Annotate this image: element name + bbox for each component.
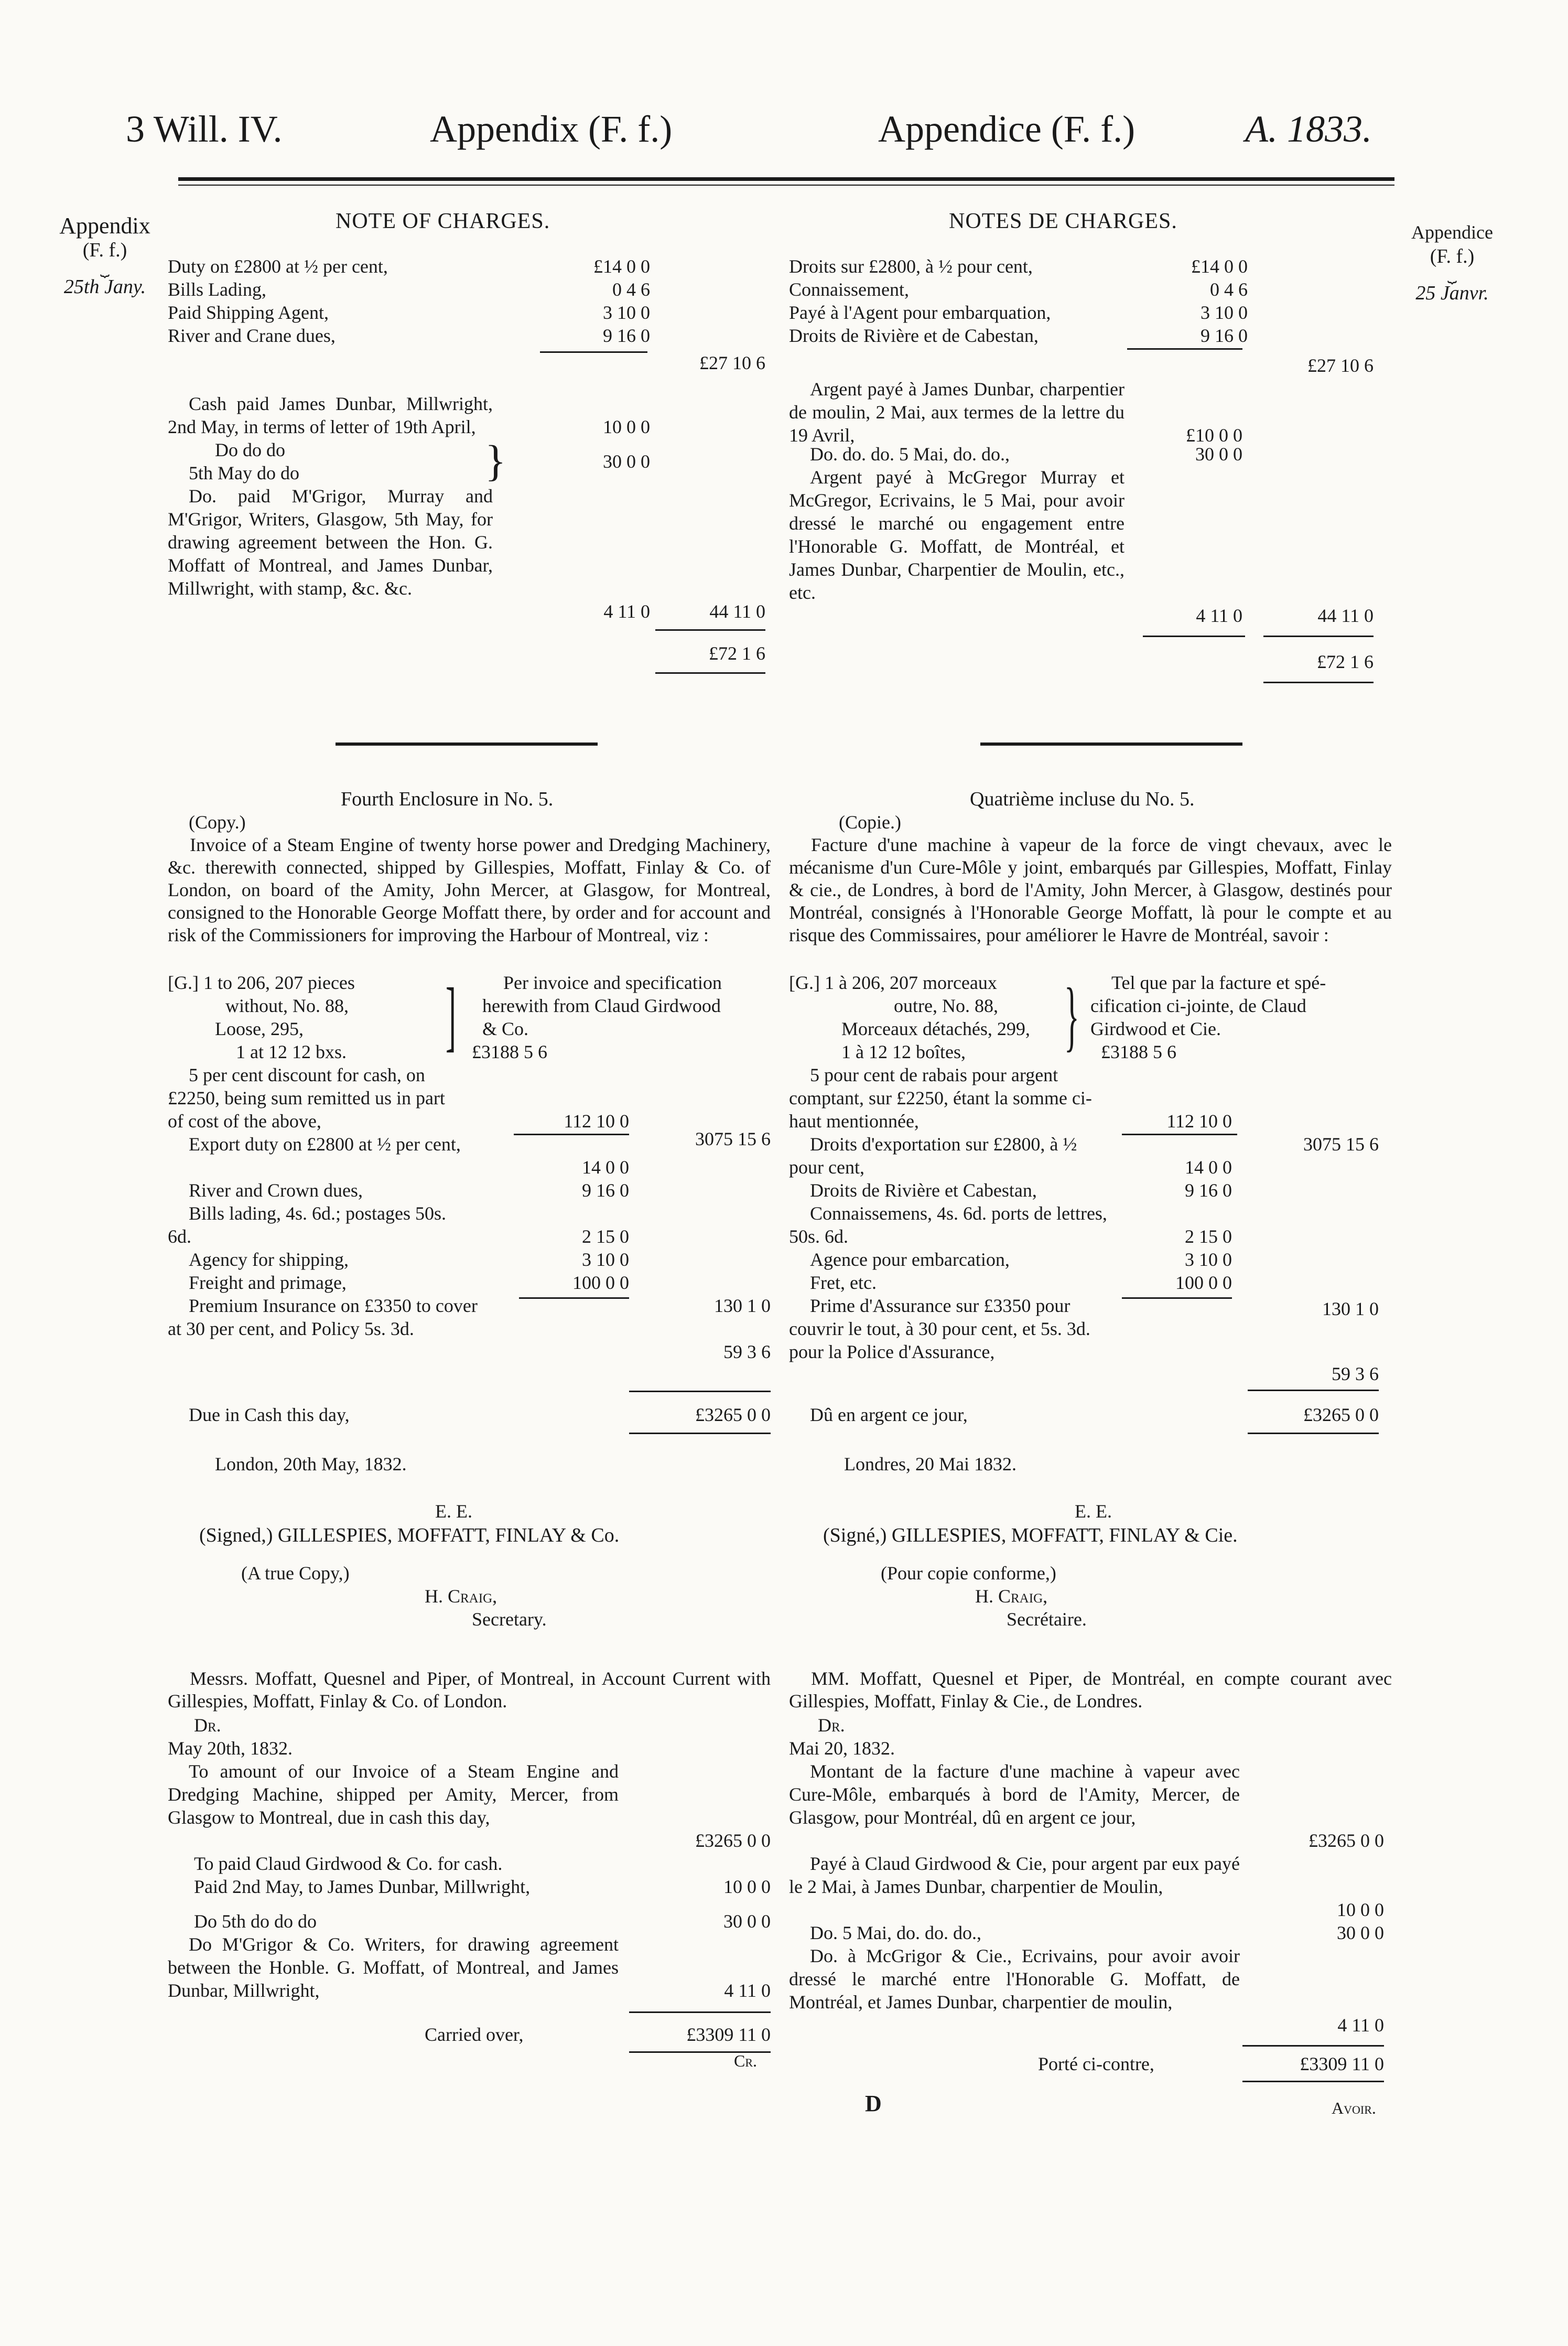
mark-line: Loose, 295, xyxy=(215,1018,304,1039)
note-do-amount-fr: 30 0 0 xyxy=(1195,444,1242,465)
discount-text-fr: 5 pour cent de rabais pour argent comptant, sur £2250, étant la somme ci-haut mentionnée, xyxy=(789,1064,1092,1132)
acc-invoice-en: To amount of our Invoice of a Steam Engine and Dredging Machine, shipped per Amity, Mercer, from Glasgow to Montreal, due in cash this day, xyxy=(168,1761,619,1828)
note-cash-amount-en: 10 0 0 xyxy=(603,416,650,437)
signature-mark: D xyxy=(865,2091,882,2116)
river-amount-en: 9 16 0 xyxy=(582,1180,629,1201)
header-rule-thick xyxy=(178,177,1394,181)
note-item-amount: £14 0 0 xyxy=(1191,256,1248,277)
charges-sum-fr: 130 1 0 xyxy=(1322,1298,1379,1319)
acc-invoice-amount-fr: £3265 0 0 xyxy=(1309,1830,1384,1851)
discount-amount-fr: 112 10 0 xyxy=(1166,1111,1232,1132)
mark-spec: Tel que par la facture et spé- xyxy=(1111,972,1326,993)
mark-spec-en xyxy=(461,971,776,1040)
note-item-amount: 0 4 6 xyxy=(1210,279,1248,300)
note-mgregor-sum-fr: 44 11 0 xyxy=(1317,605,1374,626)
mark-lines-fr xyxy=(789,971,1083,1063)
note-mgregor-en: Do. paid M'Grigor, Murray and M'Grigor, Writers, Glasgow, 5th May, for drawing agreement between the Hon. G. Moffatt of Montreal, and James Dunbar, Millwright, with stamp, &c. &c. xyxy=(168,486,493,599)
freight-text-en: Freight and primage, xyxy=(189,1272,347,1293)
section-divider-en xyxy=(336,742,598,746)
discount-amount-en: 112 10 0 xyxy=(564,1111,629,1132)
mark-amount-en: £3188 5 6 xyxy=(472,1041,547,1062)
copy-label-fr: (Copie.) xyxy=(839,812,901,833)
signed-fr: (Signé,) GILLESPIES, MOFFATT, FINLAY & Cie. xyxy=(823,1524,1238,1546)
note-do-brace: } xyxy=(485,437,506,486)
due-text-fr: Dû en argent ce jour, xyxy=(810,1404,968,1425)
insurance-text-fr: Prime d'Assurance sur £3350 pour couvrir le tout, à 30 pour cent, et 5s. 3d. pour la Police d'Assurance, xyxy=(789,1295,1090,1362)
due-rule xyxy=(629,1391,771,1392)
due-amount-fr: £3265 0 0 xyxy=(1303,1404,1379,1425)
acc-mgregor-amount-fr: 4 11 0 xyxy=(1337,2015,1384,2036)
agency-amount-en: 3 10 0 xyxy=(582,1249,629,1270)
export-amount-en: 14 0 0 xyxy=(582,1157,629,1178)
agency-text-fr: Agence pour embarcation, xyxy=(810,1249,1010,1270)
charges-rule xyxy=(1122,1297,1232,1299)
note-mgregor-sum-en: 44 11 0 xyxy=(709,601,765,622)
note-subtotal-en: £27 10 6 xyxy=(699,352,765,373)
header-reign: 3 Will. IV. xyxy=(126,108,283,150)
acc-date-en: May 20th, 1832. xyxy=(168,1738,293,1759)
margin-date: 25 Janvr. xyxy=(1415,282,1489,304)
account-intro-fr: MM. Moffatt, Quesnel et Piper, de Montréal, en compte courant avec Gillespies, Moffatt, Finlay & Cie., de Londres. xyxy=(789,1668,1392,1712)
account-intro-en: Messrs. Moffatt, Quesnel and Piper, of Montreal, in Account Current with Gillespies, Moffatt, Finlay & Co. of London. xyxy=(168,1668,771,1712)
note-total-fr: £72 1 6 xyxy=(1317,651,1374,672)
carried-amount-fr: £3309 11 0 xyxy=(1300,2053,1384,2074)
river-text-fr: Droits de Rivière et Cabestan, xyxy=(810,1180,1037,1201)
dr-fr: Dr. xyxy=(818,1715,845,1736)
note-item-label: River and Crane dues, xyxy=(168,325,336,346)
mark-spec-fr xyxy=(1085,971,1400,1040)
margin-date: 25th Jany. xyxy=(63,276,146,298)
acc-do5-amount-fr: 30 0 0 xyxy=(1337,1922,1384,1943)
note-item-label: Bills Lading, xyxy=(168,279,266,300)
true-copy-fr: (Pour copie conforme,) xyxy=(881,1563,1056,1584)
margin-label: Appendice xyxy=(1411,222,1493,243)
note-sum-rule xyxy=(1127,348,1242,350)
mark-lines-en xyxy=(168,971,461,1063)
note-item-amounts-fr xyxy=(1132,255,1248,347)
carried-amount-en: £3309 11 0 xyxy=(686,2024,771,2045)
bills-amount-en: 2 15 0 xyxy=(582,1226,629,1247)
note-cash-en: Cash paid James Dunbar, Millwright, 2nd May, in terms of letter of 19th April, xyxy=(168,393,493,437)
charges-rule xyxy=(519,1297,629,1299)
copy-label-en: (Copy.) xyxy=(189,812,246,833)
mark-line: without, No. 88, xyxy=(225,995,349,1016)
acc-paid-may-amount-en: 10 0 0 xyxy=(723,1876,771,1897)
mark-brace-fr: } xyxy=(1064,972,1079,1059)
header-year: A. 1833. xyxy=(1245,108,1372,150)
carried-en: Carried over, xyxy=(425,2024,524,2045)
net-rule xyxy=(1122,1134,1237,1135)
margin-note-left xyxy=(42,214,168,299)
discount-text-en: 5 per cent discount for cash, on £2250, being sum remitted us in part of cost of the above, xyxy=(168,1064,445,1132)
acc-paid-claud-en: To paid Claud Girdwood & Co. for cash. xyxy=(194,1853,503,1874)
signed-en: (Signed,) GILLESPIES, MOFFATT, FINLAY & Co. xyxy=(199,1524,620,1546)
acc-paid-fr: Payé à Claud Girdwood & Cie, pour argent par eux payé le 2 Mai, à James Dunbar, charpentier de Moulin, xyxy=(789,1853,1240,1897)
acc-paid-may-en: Paid 2nd May, to James Dunbar, Millwright, xyxy=(194,1876,531,1897)
freight-amount-fr: 100 0 0 xyxy=(1175,1272,1232,1293)
note-total-double-rule xyxy=(655,672,765,674)
note-total-rule xyxy=(1143,636,1245,637)
carried-rule xyxy=(1242,2045,1384,2047)
due-rule xyxy=(1248,1390,1379,1391)
invoice-intro-en: Invoice of a Steam Engine of twenty horse power and Dredging Machinery, &c. therewith connected, shipped by Gillespies, Moffatt, Finlay & Co. of London, on board of the Amity, John Mercer, at Glasgow, for Montreal, consigned to the Honorable George Moffatt there, by order and for account and risk of the Commissioners for improving the Harbour of Montreal, viz : xyxy=(168,834,771,945)
note-cash-fr: Argent payé à James Dunbar, charpentier de moulin, 2 Mai, aux termes de la lettre du 19 Avril, xyxy=(789,379,1124,446)
note-item-label: Connaissement, xyxy=(789,279,909,300)
river-amount-fr: 9 16 0 xyxy=(1185,1180,1232,1201)
note-total-rule xyxy=(1263,636,1374,637)
note-item-label: Duty on £2800 at ½ per cent, xyxy=(168,256,388,277)
mark-line: [G.] 1 à 206, 207 morceaux xyxy=(789,972,997,993)
header-title-en: Appendix (F. f.) xyxy=(430,108,673,150)
net-amount-fr: 3075 15 6 xyxy=(1303,1134,1379,1155)
avoir-fr: Avoir. xyxy=(1332,2099,1376,2117)
secretary-en: Secretary. xyxy=(472,1609,547,1630)
note-do-fr: Do. do. do. 5 Mai, do. do., xyxy=(810,444,1010,465)
section-divider-fr xyxy=(980,742,1242,746)
note-total-en: £72 1 6 xyxy=(709,643,765,664)
acc-do5-en: Do 5th do do do xyxy=(194,1911,317,1932)
note-cash-amount-fr: £10 0 0 xyxy=(1186,425,1242,446)
place-date-fr: Londres, 20 Mai 1832. xyxy=(844,1454,1017,1475)
margin-brace: ⏟ xyxy=(1447,266,1457,283)
agency-amount-fr: 3 10 0 xyxy=(1185,1249,1232,1270)
note-do2-en: 5th May do do xyxy=(189,462,299,483)
note-heading-fr: NOTES DE CHARGES. xyxy=(949,209,1177,233)
margin-brace: ⏟ xyxy=(100,260,110,277)
mark-spec: Girdwood et Cie. xyxy=(1090,1018,1221,1039)
agency-text-en: Agency for shipping, xyxy=(189,1249,349,1270)
river-text-en: River and Crown dues, xyxy=(189,1180,363,1201)
true-copy-en: (A true Copy,) xyxy=(241,1563,350,1584)
enclosure-heading-fr: Quatrième incluse du No. 5. xyxy=(970,788,1195,810)
place-date-en: London, 20th May, 1832. xyxy=(215,1454,407,1475)
note-subtotal-fr: £27 10 6 xyxy=(1307,355,1374,376)
acc-paid-amount-fr: 10 0 0 xyxy=(1337,1899,1384,1920)
note-item-label: Paid Shipping Agent, xyxy=(168,302,329,323)
note-do-amount-en: 30 0 0 xyxy=(603,451,650,472)
note-total-double-rule xyxy=(1263,682,1374,683)
header-rule-thin xyxy=(178,185,1394,186)
craig-fr: H. Craig, xyxy=(975,1586,1048,1607)
note-item-amount: 0 4 6 xyxy=(612,279,650,300)
note-item-label: Droits de Rivière et de Cabestan, xyxy=(789,325,1039,346)
due-double-rule xyxy=(1248,1433,1379,1434)
note-heading-en: NOTE OF CHARGES. xyxy=(336,209,550,233)
bills-amount-fr: 2 15 0 xyxy=(1185,1226,1232,1247)
header-title-fr: Appendice (F. f.) xyxy=(878,108,1136,150)
acc-mgregor-fr: Do. à McGrigor & Cie., Ecrivains, pour avoir avoir dressé le marché entre l'Honorable G. Moffatt, de Montréal, et James Dunbar, charpentier de moulin, xyxy=(789,1945,1240,2013)
acc-do5-amount-en: 30 0 0 xyxy=(723,1911,771,1932)
insurance-text-en: Premium Insurance on £3350 to cover at 30 per cent, and Policy 5s. 3d. xyxy=(168,1295,478,1339)
note-item-amount: 9 16 0 xyxy=(603,325,650,346)
mark-spec: cification ci-jointe, de Claud xyxy=(1090,995,1306,1016)
carried-rule xyxy=(629,2011,771,2013)
note-item-amount: 9 16 0 xyxy=(1201,325,1248,346)
margin-label: Appendix xyxy=(59,213,150,239)
note-items-en xyxy=(168,255,535,347)
mark-spec: Per invoice and specification xyxy=(503,972,722,993)
note-item-amount: 3 10 0 xyxy=(603,302,650,323)
bills-text-fr: Connaissemens, 4s. 6d. ports de lettres, 50s. 6d. xyxy=(789,1203,1107,1247)
mark-line: [G.] 1 to 206, 207 pieces xyxy=(168,972,355,993)
acc-date-fr: Mai 20, 1832. xyxy=(789,1738,895,1759)
note-item-label: Payé à l'Agent pour embarquation, xyxy=(789,302,1051,323)
note-do1-en: Do do do xyxy=(215,439,285,460)
acc-mgregor-amount-en: 4 11 0 xyxy=(724,1980,771,2001)
mark-spec: herewith from Claud Girdwood xyxy=(482,995,721,1016)
charges-sum-en: 130 1 0 xyxy=(714,1295,771,1316)
cr-en: Cr. xyxy=(734,2051,758,2070)
bills-text-en: Bills lading, 4s. 6d.; postages 50s. 6d. xyxy=(168,1203,447,1247)
mark-line: 1 at 12 12 bxs. xyxy=(236,1041,347,1062)
invoice-intro-fr: Facture d'une machine à vapeur de la force de vingt chevaux, avec le mécanisme d'un Cure-Môle y joint, embarqués par Gillespies, Moffatt, Finlay & cie., de Londres, à bord de l'Amity, John Mercer, à Glasgow, destinés pour Montréal, consignés à l'Honorable George Moffatt, là pour le compte et au risque des Commissaires, pour améliorer le Havre de Montréal, savoir : xyxy=(789,834,1392,945)
mark-line: outre, No. 88, xyxy=(894,995,998,1016)
note-mgregor-amount-en: 4 11 0 xyxy=(603,601,650,622)
ee-en: E. E. xyxy=(435,1501,472,1522)
export-text-en: Export duty on £2800 at ½ per cent, xyxy=(189,1134,461,1155)
mark-amount-fr: £3188 5 6 xyxy=(1101,1041,1176,1062)
insurance-amount-fr: 59 3 6 xyxy=(1332,1363,1379,1384)
note-mgregor-amount-fr: 4 11 0 xyxy=(1196,605,1242,626)
mark-line: 1 à 12 12 boîtes, xyxy=(841,1041,966,1062)
freight-text-fr: Fret, etc. xyxy=(810,1272,877,1293)
craig-en: H. Craig, xyxy=(425,1586,498,1607)
net-rule xyxy=(514,1134,629,1135)
net-amount-en: 3075 15 6 xyxy=(695,1128,771,1149)
freight-amount-en: 100 0 0 xyxy=(572,1272,629,1293)
due-amount-en: £3265 0 0 xyxy=(695,1404,771,1425)
note-item-label: Droits sur £2800, à ½ pour cent, xyxy=(789,256,1033,277)
acc-do5-fr: Do. 5 Mai, do. do. do., xyxy=(810,1922,981,1943)
note-items-fr xyxy=(789,255,1156,347)
margin-code: (F. f.) xyxy=(82,239,127,261)
note-mgregor-fr: Argent payé à McGregor Murray et McGregor, Ecrivains, le 5 Mai, pour avoir dressé le marché ou engagement entre l'Honorable G. Moffatt, de Montréal, et James Dunbar, Charpentier de Moulin, etc., etc. xyxy=(789,467,1124,603)
note-total-rule xyxy=(655,629,765,631)
note-item-amount: 3 10 0 xyxy=(1201,302,1248,323)
acc-invoice-fr: Montant de la facture d'une machine à vapeur avec Cure-Môle, embarqués à bord de l'Amity, Mercer, de Glasgow, pour Montréal, dû en argent ce jour, xyxy=(789,1761,1240,1828)
ee-fr: E. E. xyxy=(1075,1501,1112,1522)
enclosure-heading-en: Fourth Enclosure in No. 5. xyxy=(341,788,554,810)
mark-brace-en: ] xyxy=(446,972,456,1059)
mark-line: Morceaux détachés, 299, xyxy=(841,1018,1030,1039)
margin-code: (F. f.) xyxy=(1430,245,1475,267)
carried-double-rule xyxy=(1242,2081,1384,2082)
secretary-fr: Secrétaire. xyxy=(1007,1609,1087,1630)
note-item-amounts-en xyxy=(535,255,650,347)
due-text-en: Due in Cash this day, xyxy=(189,1404,350,1425)
due-double-rule xyxy=(629,1433,771,1434)
insurance-amount-en: 59 3 6 xyxy=(723,1341,771,1362)
margin-note-right xyxy=(1384,220,1520,305)
export-text-fr: Droits d'exportation sur £2800, à ½ pour cent, xyxy=(789,1134,1077,1178)
export-amount-fr: 14 0 0 xyxy=(1185,1157,1232,1178)
note-sum-rule xyxy=(540,351,647,353)
mark-spec: & Co. xyxy=(482,1018,529,1039)
note-item-amount: £14 0 0 xyxy=(593,256,650,277)
acc-invoice-amount-en: £3265 0 0 xyxy=(695,1830,771,1851)
acc-mgregor-en: Do M'Grigor & Co. Writers, for drawing agreement between the Honble. G. Moffatt, of Montreal, and James Dunbar, Millwright, xyxy=(168,1934,619,2001)
dr-en: Dr. xyxy=(194,1715,221,1736)
carried-fr: Porté ci-contre, xyxy=(1038,2053,1154,2074)
